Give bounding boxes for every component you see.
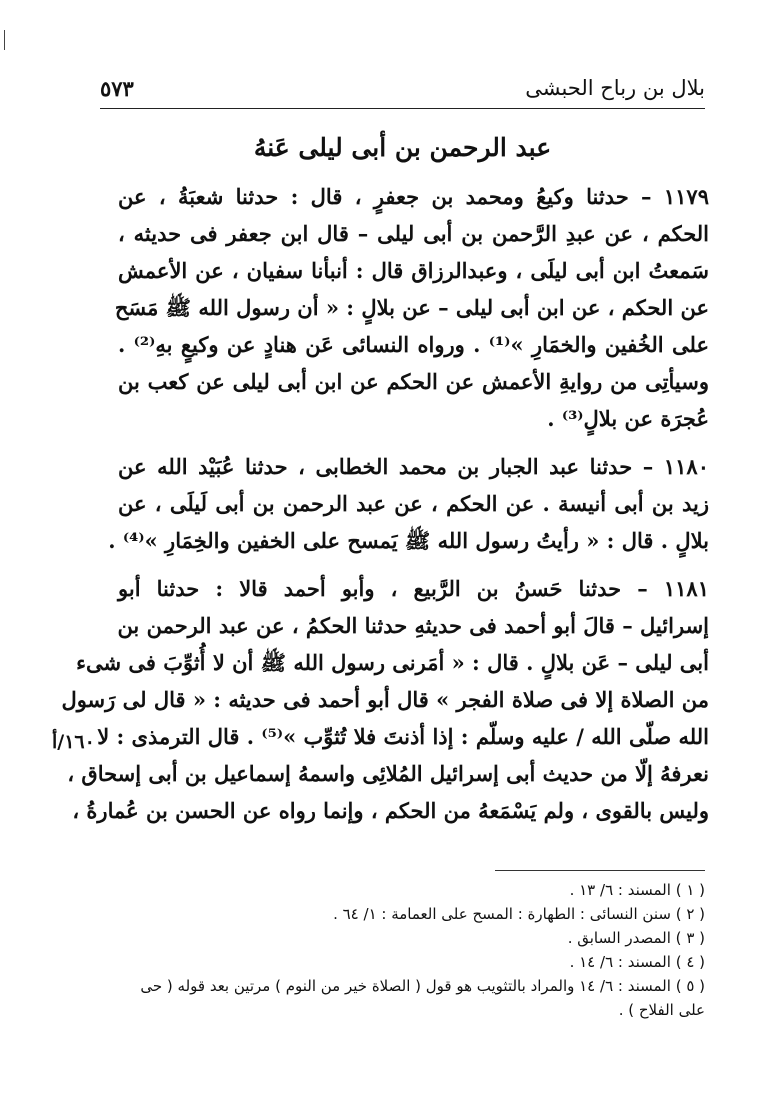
running-header [100,72,705,106]
page-number: ٥٧٣ [100,76,134,101]
section-title: عبد الرحمن بن أبى ليلى عَنهُ [253,133,552,162]
hadith-1180 [108,448,709,559]
text-line: إسرائيل – قالَ أبو أحمد فى حديثهِ حدثنا الحكمُ ، عن عبد الرحمن بن [117,613,709,638]
footnote-5: ( ٥ ) المسند : ٦/ ١٤ والمراد بالتثويب هو قول ( الصلاة خير من النوم ) مرتين بعد قوله ( حى [140,977,705,995]
text-line: أبى ليلى – عَن بلالٍ . قال : « أمَرنى رسول الله ﷺ أن لا أُثوِّبَ فى شىء [76,650,709,675]
text-line: سَمعتُ ابن أبى ليلَى ، وعبدالرزاق قال : أنبأنا سفيان ، عن الأعمش [118,258,709,283]
text-line: من الصلاة إلا فى صلاة الفجر » قال أبو أحمد فى حديثه : « قال لى رَسول [61,687,709,712]
text-line: ١١٨١ – حدثنا حَسنُ بن الرَّبيع ، وأبو أحمد قالا : حدثنا أبو [118,576,709,601]
footnote-2: ( ٢ ) سنن النسائى : الطهارة : المسح على العمامة : ١/ ٦٤ . [333,905,705,923]
hadith-1179 [114,178,709,437]
text-line: ١١٧٩ – حدثنا وكيعُ ومحمد بن جعفرٍ ، قال : حدثنا شعبَةُ ، عن [118,184,709,209]
text-line: وسيأتِى من روايةِ الأعمش عن الحكم عن ابن أبى ليلى عن كعب بن [118,369,709,394]
footnote-divider [495,870,705,871]
running-title: بلال بن رباح الحبشى [525,76,705,100]
text-line: الحكم ، عن عبدِ الرَّحمن بن أبى ليلى – قال ابن جعفر فى حديثه ، [118,221,709,246]
text-line: وليس بالقوى ، ولم يَسْمَعهُ من الحكم ، وإنما رواه عن الحسن بن عُمارةُ ، [72,798,709,823]
footnote-1: ( ١ ) المسند : ٦/ ١٣ . [569,881,705,899]
footnote-4: ( ٤ ) المسند : ٦/ ١٤ . [569,953,705,971]
footnote-5-continuation: على الفلاح ) . [618,1001,705,1019]
text-line: عن الحكم ، عن ابن أبى ليلى – عن بلالٍ : « أن رسول الله ﷺ مَسَح [114,295,709,320]
footnotes [110,878,705,1022]
text-line: بلالٍ . قال : « رأيتُ رسول الله ﷺ يَمسح على الخفين والخِمَارِ »⁽⁴⁾ . [108,528,709,553]
text-line: الله صلّى الله / عليه وسلّم : إذا أذنتَ فلا تُثوِّب »⁽⁵⁾ . قال الترمذى : لا [97,724,709,749]
page-edge-mark [4,30,5,50]
text-line: عُجرَة عن بلالٍ⁽³⁾ . [547,406,709,431]
manuscript-folio-note: ١٦٠/أ [52,731,95,753]
text-line: نعرفهُ إلّا من حديث أبى إسرائيل المُلائِى واسمهُ إسماعيل بن أبى إسحاق ، [67,761,709,786]
text-line: زيد بن أبى أنيسة . عن الحكم ، عن عبد الرحمن بن أبى لَيلَى ، عن [118,491,709,516]
header-divider [100,108,705,109]
text-line: ١١٨٠ – حدثنا عبد الجبار بن محمد الخطابى ، حدثنا عُبَيْد الله عن [118,454,709,479]
footnote-3: ( ٣ ) المصدر السابق . [567,929,705,947]
text-line: على الخُفين والخمَارِ »⁽¹⁾ . ورواه النسائى عَن هنادٍ عن وكيعٍ بهِ⁽²⁾ . [118,332,709,357]
